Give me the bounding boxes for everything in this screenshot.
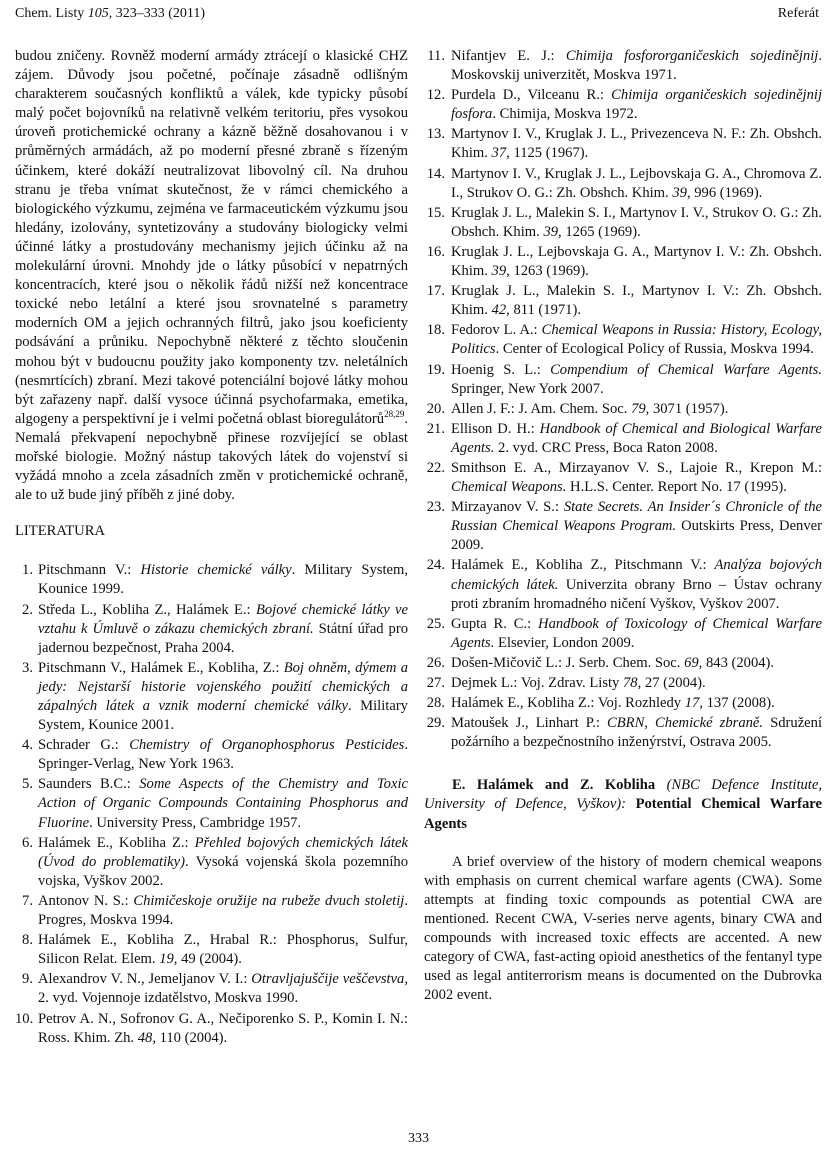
reference-number: 29. (426, 715, 445, 732)
reference-text: , 843 (2004). (698, 654, 775, 671)
reference-item (424, 204, 822, 242)
reference-italic: 78 (623, 675, 638, 691)
reference-italic: Compendium of Chemical Warfare Agents. (550, 361, 822, 378)
reference-list-left (15, 561, 408, 1047)
citation-superscript: 28,29 (384, 408, 405, 419)
reference-item (15, 736, 408, 774)
summary-heading (424, 776, 822, 833)
journal-volume: 105 (87, 6, 109, 21)
reference-item (424, 420, 822, 458)
reference-item (424, 714, 822, 752)
reference-text: . Military System, Kounice 2001. (38, 698, 408, 734)
reference-text: Ellison D. H.: (451, 420, 540, 437)
page-number: 333 (408, 1131, 429, 1146)
body-text-part: . Nemalá překvapení nepochybně přinese rozvíjející se oblast mořské biologie. Možný nástup takových látek do vojenství si vyžádá mnoho a zcela zásadních změn v protichemické ochraně, ale to už bude jiný příběh z jiné doby. (15, 410, 408, 504)
reference-item (15, 892, 408, 930)
reference-number: 14. (426, 165, 445, 182)
reference-text: Mirzayanov V. S.: (451, 499, 564, 516)
reference-item (424, 654, 822, 673)
reference-text: Antonov N. S.: (38, 892, 134, 909)
reference-text: Halámek E., Kobliha Z., Pitschmann V.: (451, 557, 715, 574)
reference-text: , 1265 (1969). (558, 223, 641, 240)
journal-citation (15, 6, 205, 22)
reference-italic: 39 (491, 263, 507, 280)
reference-text: . Vysoká vojenská škola pozemního vojska, Vyškov 2002. (38, 853, 408, 889)
reference-text: Pitschmann V.: (38, 562, 141, 579)
reference-text: Halámek E., Kobliha Z.: Voj. Rozhledy (451, 695, 685, 712)
reference-number: 11. (427, 48, 445, 64)
reference-number: 13. (426, 126, 445, 143)
reference-text: , 137 (2008). (699, 695, 775, 712)
reference-text: Elsevier, London 2009. (494, 634, 635, 651)
reference-text: , 2. vyd. Vojennoje izdatělstvo, Moskva 1990. (38, 971, 408, 1007)
reference-text: . Moskovskij univerzitět, Moskva 1971. (451, 48, 822, 84)
reference-italic: Bojové chemické látky ve vztahu k Úmluvě o zákazu chemických zbraní. (38, 601, 409, 637)
reference-list-right (424, 47, 822, 752)
reference-text: , 110 (2004). (152, 1029, 228, 1046)
reference-text: , 49 (2004). (173, 951, 242, 968)
reference-text: Došen-Mičovič L.: J. Serb. Chem. Soc. (451, 654, 685, 671)
reference-number: 7. (22, 892, 33, 909)
reference-text: Fedorov L. A.: (451, 322, 542, 339)
reference-text: Petrov A. N., Sofronov G. A., Nečiporenko S. P., Komin I. N.: Ross. Khim. Zh. (38, 1010, 408, 1046)
reference-italic: Přehled bojových chemických látek (Úvod do problematiky) (38, 834, 408, 870)
reference-italic: Chemical Weapons in Russia: History, Ecology, Politics (451, 322, 823, 358)
reference-text: , 3071 (1957). (645, 400, 729, 417)
reference-text: Springer, New York 2007. (451, 380, 604, 397)
reference-number: 6. (22, 834, 33, 851)
reference-item (424, 556, 822, 613)
reference-text: Outskirts Press, Denver 2009. (451, 518, 822, 554)
reference-text: . Springer-Verlag, New York 1963. (38, 737, 408, 773)
reference-italic: 48 (137, 1029, 153, 1046)
reference-text: , 1125 (1967). (506, 145, 589, 162)
section-label: Referát (777, 6, 819, 21)
reference-italic: Chimija fosfororganičeskich sojedinějnij (565, 48, 819, 64)
reference-italic: Analýza bojových chemických látek. (451, 557, 822, 593)
summary-affiliation: (NBC Defence Institute, University of Defence, Vyškov): (424, 777, 822, 813)
reference-item (424, 243, 822, 281)
reference-number: 1. (22, 562, 33, 579)
reference-item (424, 86, 822, 124)
reference-text: Martynov I. V., Kruglak J. L., Lejbovskaja G. A., Chromova Z. I., Strukov O. G.: Zh. Obshch. Khim. (451, 165, 822, 201)
body-paragraph (15, 47, 408, 505)
reference-italic: 42 (491, 302, 507, 319)
reference-italic: 19 (159, 951, 174, 968)
reference-text: Kruglak J. L., Lejbovskaja G. A., Martynov I. V.: Zh. Obshch. Khim. (451, 243, 822, 280)
summary-title: Potential Chemical Warfare Agents (424, 796, 822, 832)
reference-number: 22. (426, 459, 445, 476)
reference-item (424, 47, 822, 85)
reference-item (15, 1010, 408, 1048)
summary-authors: E. Halámek and Z. Kobliha (452, 777, 656, 794)
body-text-part: budou zničeny. Rovněž moderní armády ztrácejí o klasické CHZ zájem. Důvody jsou početné, počínaje zásadně odlišným charakterem současných konfliktů a válek, kde typicky působí malý počet bojovníků na relativně velkém teritoriu, přes vysokou úroveň protichemické ochrany a kázně běžně dosahovanou i v průměrných armádách, až po moderní přesné zbraně s řízeným účinkem, které dokáží neutralizovat libovolný cíl. Na druhou stranu je třeba vnímat skutečnost, že v rámci chemického a biologického výzkumu, zejména ve farmaceutickém výzkumu jsou hledány, izolovány, syntetizovány a studovány biologicky velmi účinné látky a prostudovány mechanismy jejich účinku až na molekulární úrovni. Mnohdy jde o látky působící v nepatrných koncentracích, které jsou o několik řádů nižší než koncentrace toxické nebo letální a které jsou srovnatelné s parametry moderních OM a jejich ochranných filtrů, jako jsou koeficienty podsávání a průniku. Nepochybně některé z těchto sloučenin mohou být v budoucnu použity jako komponenty tzv. neletálních (nesmrtících) zbraní. Mezi takové potenciální bojové látky mohou být zařazeny např. další vysoce účinná psychofarmaka, emetika, algogeny a perspektivní je i velmi početná oblast bioregulátorů (15, 48, 408, 427)
reference-number: 10. (15, 1010, 34, 1027)
right-column (424, 47, 822, 1020)
reference-item (424, 361, 822, 399)
reference-text: Dejmek L.: Voj. Zdrav. Listy (451, 675, 623, 691)
reference-item (424, 321, 822, 359)
reference-italic: 37 (491, 145, 507, 162)
reference-text: Kruglak J. L., Malekin S. I., Martynov I. V.: Zh. Obshch. Khim. (451, 283, 822, 319)
reference-number: 18. (426, 322, 445, 339)
reference-italic: Handbook of Toxicology of Chemical Warfare Agents. (451, 615, 822, 651)
reference-text: Purdela D., Vilceanu R.: (451, 87, 612, 104)
literature-heading: LITERATURA (15, 523, 105, 540)
reference-item (424, 694, 822, 713)
reference-number: 19. (426, 361, 445, 378)
reference-item (15, 561, 408, 599)
reference-text: . Military System, Kounice 1999. (38, 562, 409, 598)
reference-italic: Handbook of Chemical and Biological Warfare Agents. (451, 420, 822, 456)
reference-number: 27. (426, 675, 445, 691)
reference-item (15, 931, 408, 969)
reference-italic: Chimičeskoje oružije na rubeže dvuch stoletij (133, 892, 405, 909)
reference-item (424, 615, 822, 653)
reference-text: Allen J. F.: J. Am. Chem. Soc. (451, 400, 632, 417)
reference-text: . Progres, Moskva 1994. (38, 892, 408, 929)
reference-number: 24. (426, 557, 445, 574)
reference-number: 28. (426, 695, 445, 712)
reference-item (15, 834, 408, 891)
reference-text: . University Press, Cambridge 1957. (89, 814, 302, 831)
reference-item (424, 498, 822, 555)
journal-pages: , 323–333 (2011) (108, 6, 206, 21)
reference-item (15, 970, 408, 1008)
reference-text: Smithson E. A., Mirzayanov V. S., Lajoie R., Krepon M.: (451, 459, 822, 476)
abstract-paragraph: A brief overview of the history of modern chemical weapons with emphasis on current chemical warfare agents (CWA). Some attempts at finding toxic compounds as potential CWA are mentioned. Recent CWA, V-series nerve agents, binary CWA and compounds with increased toxic effects are accented. A new category of CWA, fast-acting opioid anesthetics of the fentanyl type used as legal antiterrorism means is documented on the Dubrovka 2002 event. (424, 853, 822, 1004)
reference-item (424, 400, 822, 419)
reference-number: 21. (426, 420, 445, 437)
reference-text: , 811 (1971). (506, 302, 581, 319)
reference-text: Nifantjev E. J.: (451, 48, 566, 64)
journal-name: Chem. Listy (15, 6, 88, 21)
reference-number: 2. (22, 601, 33, 618)
reference-text: Saunders B.C.: (38, 776, 140, 793)
reference-text: Sdružení požárního a bezpečnostního inženýrství, Ostrava 2005. (451, 715, 823, 751)
reference-number: 17. (426, 283, 445, 300)
reference-text: Univerzita obrany Brno – Ústav ochrany proti zbraním hromadného ničení Vyškov, Vyškov 2007. (451, 576, 822, 612)
reference-text: Kruglak J. L., Malekin S. I., Martynov I. V., Strukov O. G.: Zh. Obshch. Khim. (451, 204, 822, 240)
reference-text: Halámek E., Kobliha Z., Hrabal R.: Phosphorus, Sulfur, Silicon Relat. Elem. (38, 932, 408, 968)
reference-italic: 79 (631, 400, 646, 417)
reference-item (424, 674, 822, 693)
reference-italic: Chimija organičeskich sojedinějnij fosfora (451, 87, 823, 123)
reference-number: 8. (22, 932, 33, 949)
reference-italic: Chemical Weapons. (451, 479, 567, 496)
reference-text: Gupta R. C.: (451, 615, 539, 632)
reference-item (15, 659, 408, 735)
reference-text: Pitschmann V., Halámek E., Kobliha, Z.: (38, 659, 284, 676)
reference-text: , 1263 (1969). (506, 263, 589, 280)
reference-text: Matoušek J., Linhart P.: (451, 715, 608, 732)
reference-italic: Chemistry of Organophosphorus Pesticides (129, 737, 405, 754)
reference-item (424, 165, 822, 203)
reference-text: Středa L., Kobliha Z., Halámek E.: (38, 601, 256, 618)
reference-number: 16. (426, 243, 445, 260)
reference-number: 20. (426, 400, 445, 417)
reference-number: 9. (22, 971, 33, 988)
reference-text: , 996 (1969). (686, 184, 763, 201)
left-column (15, 47, 408, 1049)
reference-italic: Some Aspects of the Chemistry and Toxic Action of Organic Compounds Containing Phosphorus and Fluorine (38, 776, 408, 831)
reference-italic: Otravljajuščije veščevstva (251, 971, 405, 988)
reference-text: Martynov I. V., Kruglak J. L., Privezenceva N. F.: Zh. Obshch. Khim. (451, 126, 822, 162)
reference-number: 25. (426, 615, 445, 632)
reference-number: 12. (426, 87, 445, 104)
reference-text: . Chimija, Moskva 1972. (492, 106, 638, 123)
reference-item (15, 601, 408, 658)
reference-italic: 69 (684, 654, 699, 671)
reference-item (424, 125, 822, 163)
reference-italic: State Secrets. An Insider´s Chronicle of the Russian Chemical Weapons Program. (451, 499, 822, 535)
reference-text: 2. vyd. CRC Press, Boca Raton 2008. (494, 439, 718, 456)
reference-italic: Boj ohněm, dýmem a jedy: Nejstarší historie vojenského použití chemických a zápalných látek a vznik moderní chemické války (38, 659, 408, 714)
reference-text: Alexandrov V. N., Jemeljanov V. I.: (38, 971, 252, 988)
reference-italic: 39 (543, 223, 559, 240)
reference-text: Halámek E., Kobliha Z.: (38, 834, 195, 851)
reference-number: 15. (426, 204, 445, 221)
reference-italic: CBRN, Chemické zbraně. (607, 715, 764, 732)
reference-text: . Center of Ecological Policy of Russia, Moskva 1994. (495, 341, 814, 358)
reference-number: 23. (426, 499, 445, 516)
reference-text: Schrader G.: (38, 737, 130, 754)
reference-number: 3. (22, 659, 33, 676)
reference-item (424, 282, 822, 320)
reference-text: H.L.S. Center. Report No. 17 (1995). (566, 479, 787, 496)
reference-italic: 39 (672, 184, 687, 201)
reference-item (15, 775, 408, 832)
reference-text: Hoenig S. L.: (451, 361, 551, 378)
running-header (15, 6, 819, 26)
reference-number: 26. (426, 654, 445, 671)
reference-item (424, 459, 822, 497)
reference-italic: Historie chemické války (140, 562, 292, 579)
reference-text: Státní úřad pro jadernou bezpečnost, Praha 2004. (38, 620, 408, 656)
reference-italic: 17 (684, 695, 700, 712)
reference-number: 5. (22, 776, 33, 793)
reference-number: 4. (22, 737, 33, 754)
reference-text: , 27 (2004). (637, 675, 706, 691)
